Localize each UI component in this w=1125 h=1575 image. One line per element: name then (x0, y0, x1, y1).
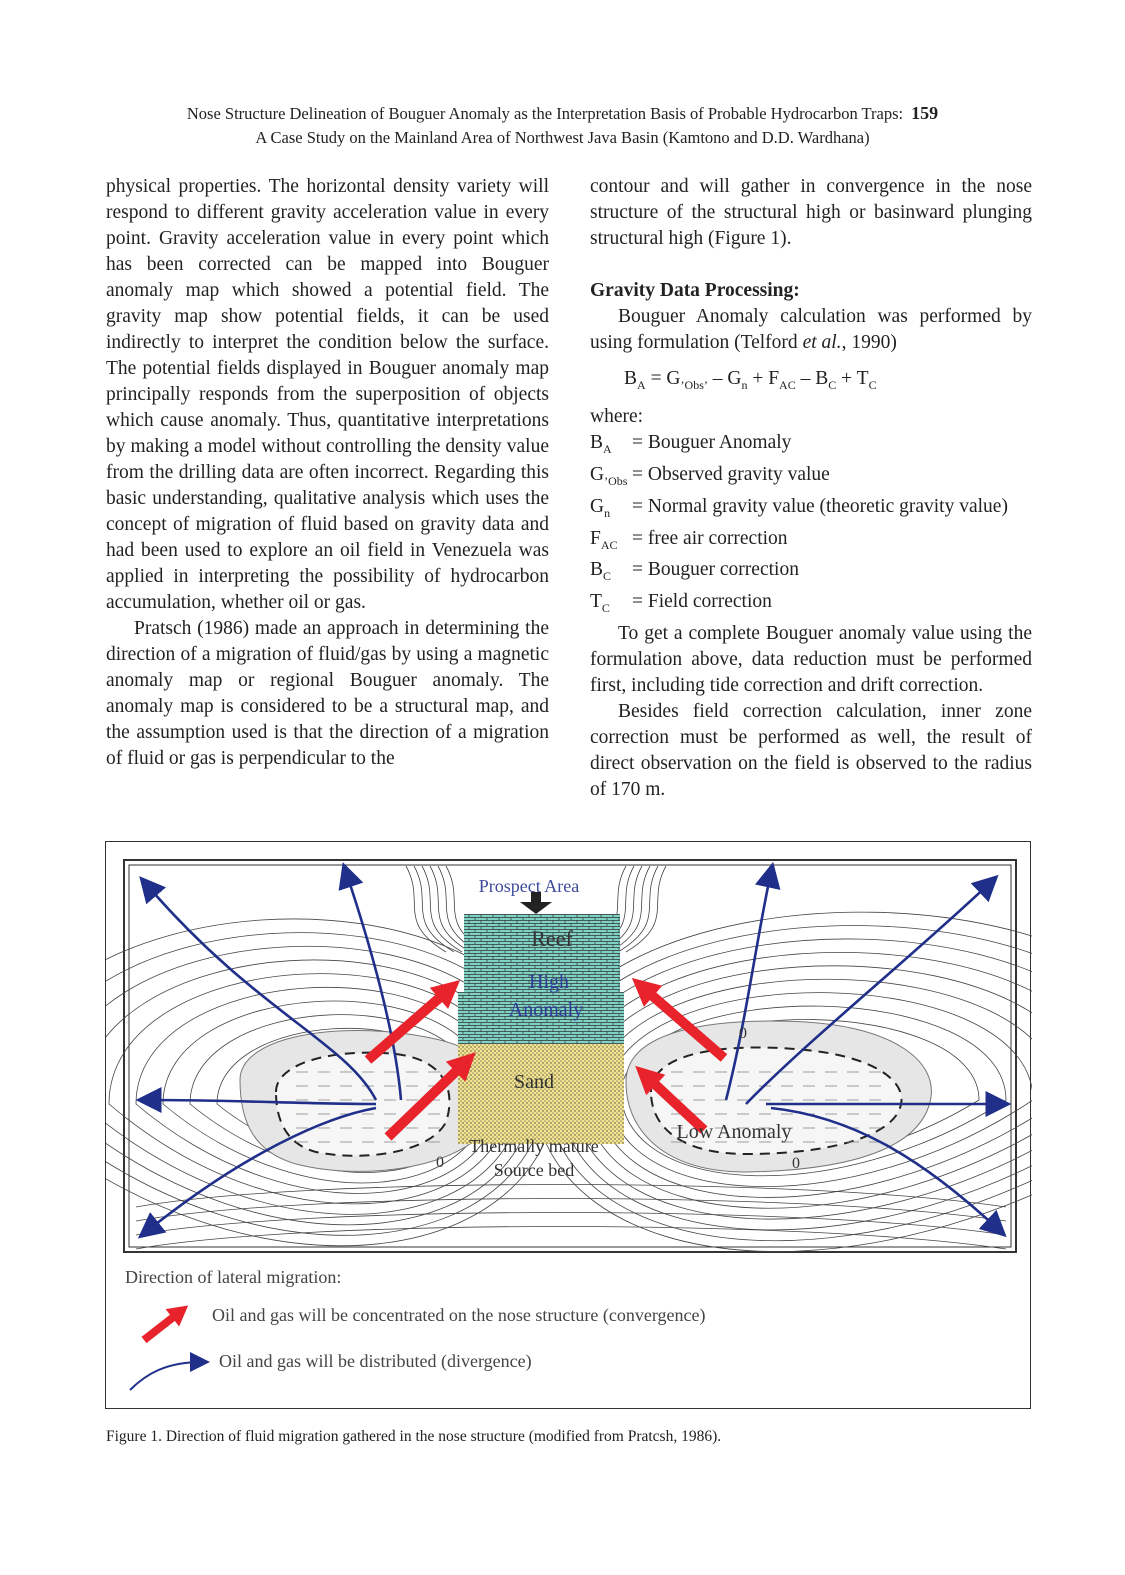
legend-convergence-icon (137, 1297, 195, 1349)
paragraph: contour and will gather in convergence in the nose structure of the structural high or basinward plunging structural high (Figure 1). (590, 176, 1032, 249)
page-number: 159 (911, 103, 939, 123)
sand-block (458, 1044, 624, 1144)
definition-symbol: $F_{AC}$ (590, 527, 618, 552)
definition-text: = free air correction (632, 527, 788, 549)
definition-row (590, 526, 1032, 558)
low-anomaly-label: Low Anomaly (676, 1121, 792, 1143)
definition-list (590, 430, 1032, 621)
paragraph: Bouguer Anomaly calculation was performed by using formulation (Telford et al., 1990) (590, 306, 1032, 353)
definition-row (590, 462, 1032, 494)
legend-title: Direction of lateral migration: (125, 1267, 342, 1287)
section-heading: Gravity Data Processing: (590, 280, 800, 301)
definition-row (590, 589, 1032, 621)
prospect-area-label: Prospect Area (478, 876, 580, 896)
header-title: Nose Structure Delineation of Bouguer Anomaly as the Interpretation Basis of Probable Hydrocarbon Traps: (186, 104, 904, 123)
paragraph: Besides field correction calculation, inner zone correction must be performed as well, the result of direct observation on the field is observed to the radius of 170 m. (590, 701, 1032, 801)
paragraph: physical properties. The horizontal density variety will respond to different gravity acceleration value in every point. Gravity acceleration value in every point which has been corrected can be mapped into Bouguer anomaly map which showed a potential field. The gravity map show potential fields, it can be used indirectly to interpret the condition below the surface. The potential fields displayed in Bouguer anomaly map principally responds from the superposition of objects which cause anomaly. Thus, quantitative interpretations by making a model without controlling the density value from the drilling data are often incorrect. Regarding this basic understanding, qualitative analysis which uses the concept of migration of fluid based on gravity data and had been used to explore an oil field in Venezuela was applied in interpreting the possibility of hydrocarbon accumulation, whether oil or gas. (106, 176, 549, 613)
definition-symbol: $T_C$ (590, 591, 610, 616)
bouguer-formula: $B_A = G_{’Obs’} - G_n + F_{AC} - B_C + T_C$ (624, 368, 877, 392)
contour-zero-label: 0 (792, 1155, 800, 1172)
sand-label: Sand (514, 1071, 554, 1093)
definition-text: = Field correction (632, 591, 772, 613)
definition-text: = Observed gravity value (632, 463, 830, 485)
definition-row (590, 430, 1032, 462)
legend-divergence-text: Oil and gas will be distributed (divergence) (219, 1351, 532, 1371)
definition-text: = Bouguer correction (632, 559, 799, 581)
figure-1 (105, 841, 1031, 1409)
definition-text: = Normal gravity value (theoretic gravity value) (632, 495, 1008, 517)
contour-zero-label: 0 (739, 1025, 747, 1042)
source-bed-label: Source bed (493, 1160, 575, 1180)
paragraph: Pratsch (1986) made an approach in determining the direction of a migration of fluid/gas by using a magnetic anomaly map or regional Bouguer anomaly. The anomaly map is considered to be a structural map, and the assumption used is that the direction of a migration of fluid or gas is perpendicular to the (106, 618, 549, 769)
legend-divergence-icon (130, 1362, 202, 1390)
figure-caption: Figure 1. Direction of fluid migration gathered in the nose structure (modified from Pratcsh, 1986). (106, 1428, 722, 1445)
definition-symbol: $G_{’Obs}$ (590, 463, 628, 488)
contour-zero-label: 0 (436, 1154, 444, 1171)
thermally-mature-label: Thermally mature (469, 1136, 599, 1156)
anomaly-label: Anomaly (508, 999, 584, 1021)
legend-convergence-text: Oil and gas will be concentrated on the nose structure (convergence) (212, 1305, 706, 1325)
paragraph: To get a complete Bouguer anomaly value using the formulation above, data reduction must be performed first, including tide correction and drift correction. (590, 623, 1032, 697)
where-label: where: (590, 405, 644, 427)
header-title-line1 (0, 102, 1125, 125)
reef-label: Reef (531, 926, 573, 951)
right-column (590, 174, 1032, 803)
definition-symbol: $B_A$ (590, 431, 612, 456)
high-label: High (529, 971, 569, 993)
definition-row (590, 494, 1032, 526)
header-title-line2: A Case Study on the Mainland Area of Northwest Java Basin (Kamtono and D.D. Wardhana) (255, 128, 870, 147)
left-column (106, 174, 549, 772)
definition-text: = Bouguer Anomaly (632, 431, 792, 453)
definition-symbol: $B_C$ (590, 559, 612, 584)
definition-symbol: $G_n$ (590, 495, 611, 520)
definition-row (590, 557, 1032, 589)
